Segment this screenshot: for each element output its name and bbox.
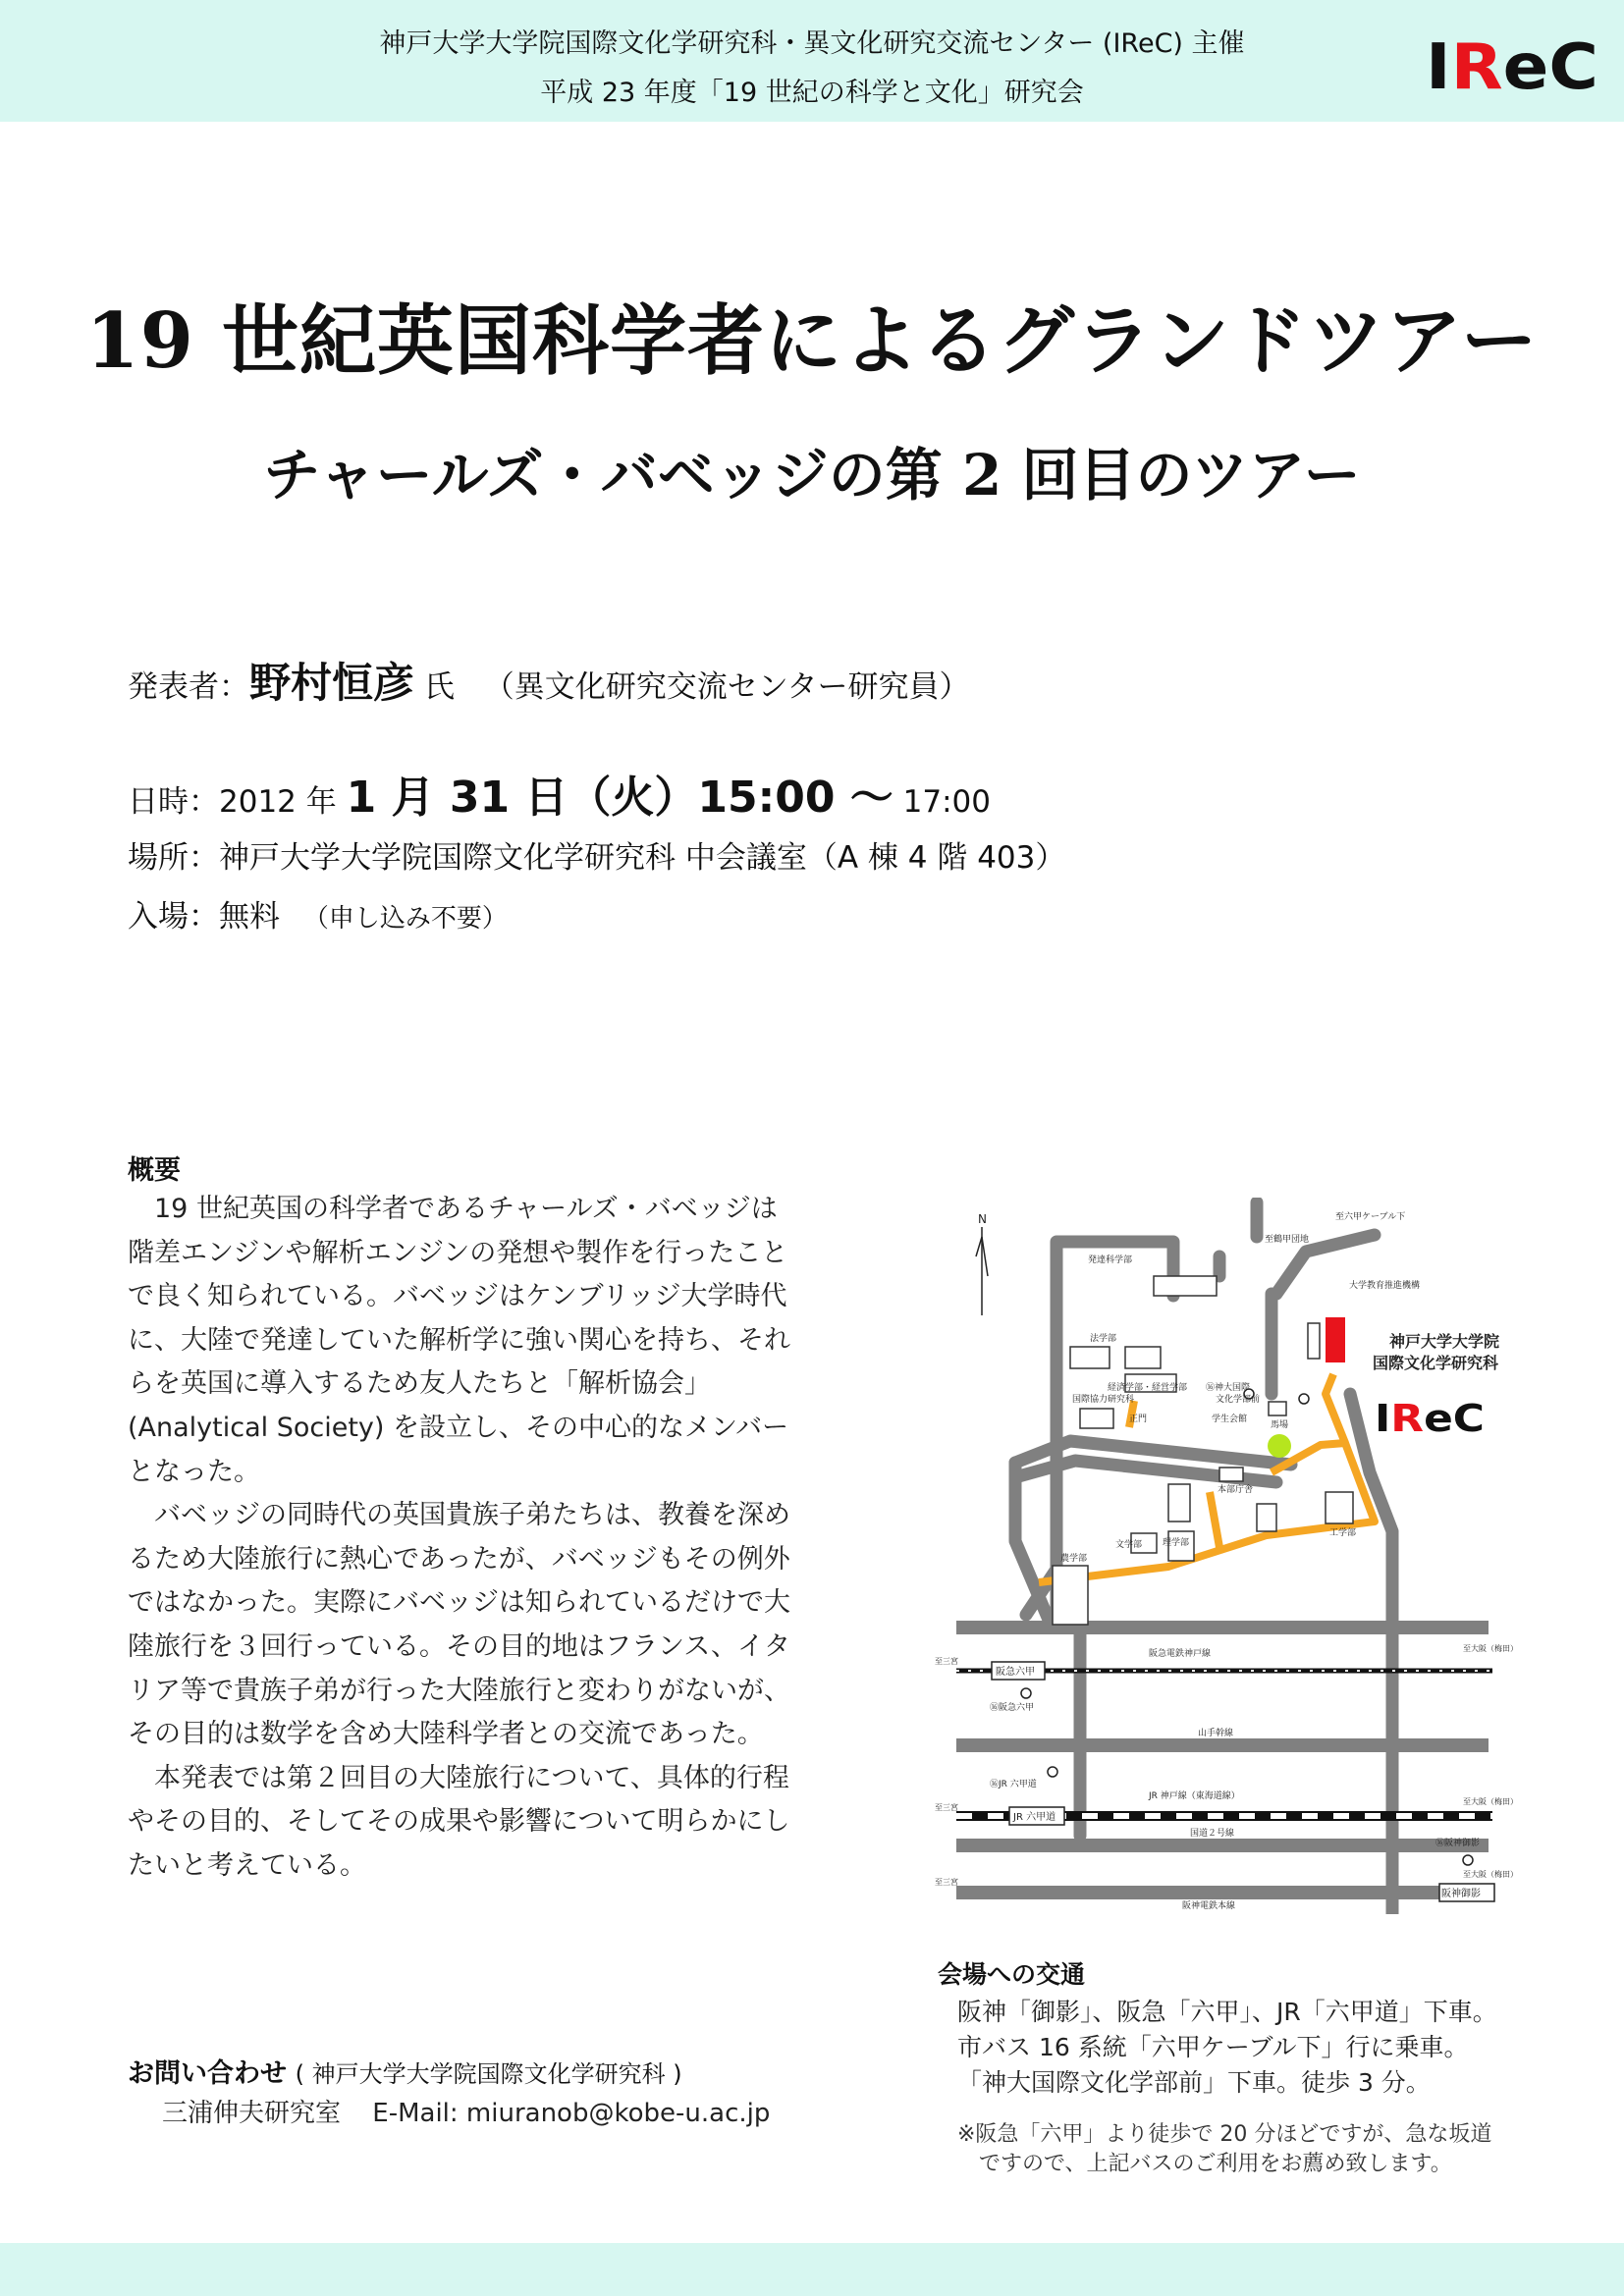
label-hanshin-mikage: 阪神御影 bbox=[1441, 1889, 1481, 1899]
label-bungaku: 文学部 bbox=[1115, 1540, 1143, 1550]
datetime-year: 2012 年 bbox=[219, 784, 337, 820]
map-building-label-2: 国際文化学研究科 bbox=[1373, 1354, 1499, 1372]
venue-line bbox=[128, 832, 1065, 877]
admission-line bbox=[128, 891, 508, 935]
admission-value: 無料 bbox=[219, 899, 280, 934]
presenter-label: 発表者： bbox=[128, 669, 249, 705]
building-hattatsu bbox=[1154, 1276, 1217, 1296]
presenter-name: 野村恒彦 bbox=[249, 659, 415, 707]
label-bus-kokusai-2: 文化学部前 bbox=[1216, 1395, 1261, 1405]
summary-paragraph: 19 世紀英国の科学者であるチャールズ・バベッジは階差エンジンや解析エンジンの発想や製作を行ったことで良く知られている。バベッジはケンブリッジ大学時代に、大陸で発達していた解析学に強い関心を持ち、それらを英国に導入するため友人たちと「解析協会」(Analytical Society) を設立し、その中心的なメンバーとなった。 bbox=[128, 1194, 790, 1487]
label-bus-hankyu: ⑯阪急六甲 bbox=[990, 1703, 1035, 1713]
bus-stop-hankyu bbox=[1021, 1688, 1031, 1698]
label-tsurukabuto: 至鶴甲団地 bbox=[1265, 1235, 1310, 1245]
label-hattatsu: 発達科学部 bbox=[1088, 1255, 1133, 1265]
label-seimon: 正門 bbox=[1129, 1415, 1148, 1424]
label-kyoyo: 大学教育推進機構 bbox=[1349, 1281, 1421, 1291]
label-jr-line: JR 神戸線（東海道線） bbox=[1149, 1791, 1240, 1801]
label-honbu: 本部庁舎 bbox=[1218, 1485, 1254, 1495]
footer-band bbox=[0, 2243, 1624, 2296]
label-bus-jr: ⑯JR 六甲道 bbox=[990, 1780, 1037, 1789]
venue-label: 場所： bbox=[128, 840, 219, 876]
main-title: 19 世紀英国科学者によるグランドツアー bbox=[85, 296, 1539, 386]
access-line: 阪神「御影」、阪急「六甲」、JR「六甲道」下車。 bbox=[957, 1998, 1497, 2026]
datetime-line bbox=[128, 762, 991, 825]
summary-paragraph: バベッジの同時代の英国貴族子弟たちは、教養を深めるため大陸旅行に熱心であったが、バベッジもその例外ではなかった。実際にバベッジは知られているだけで大陸旅行を３回行っている。その目的地はフランス、イタリア等で貴族子弟が行った大陸旅行と変わりがないが、その目的は数学を含め大陸科学者との交流であった。 bbox=[128, 1500, 790, 1750]
building-nogaku bbox=[1053, 1566, 1088, 1625]
building-hougaku-2 bbox=[1125, 1347, 1161, 1368]
series-text: 平成 23 年度「19 世紀の科学と文化」研究会 bbox=[540, 78, 1084, 108]
label-to-sannomiya-3: 至三宮 bbox=[935, 1878, 958, 1887]
label-hankyu-rokko: 阪急六甲 bbox=[996, 1667, 1035, 1678]
label-nogaku: 農学部 bbox=[1060, 1554, 1088, 1564]
building-kyoyo bbox=[1308, 1323, 1320, 1359]
label-baba: 馬場 bbox=[1271, 1420, 1289, 1430]
summary-paragraph: 本発表では第２回目の大陸旅行について、具体的行程やその目的、そしてその成果や影響について明らかにしたいと考えている。 bbox=[128, 1762, 790, 1881]
label-cable: 至六甲ケーブル下 bbox=[1335, 1212, 1406, 1222]
stations bbox=[992, 1662, 1494, 1901]
label-hankyu-line: 阪急電鉄神戸線 bbox=[1149, 1649, 1212, 1659]
label-to-sannomiya-1: 至三宮 bbox=[935, 1657, 958, 1666]
venue-value: 神戸大学大学院国際文化学研究科 中会議室（A 棟 4 階 403） bbox=[219, 840, 1066, 876]
bus-stop-mikage bbox=[1463, 1855, 1473, 1865]
building-kogaku-2 bbox=[1257, 1504, 1276, 1531]
admission-label: 入場： bbox=[128, 899, 219, 934]
label-to-osaka-1: 至大阪（梅田） bbox=[1463, 1644, 1518, 1653]
access-line: 「神大国際文化学部前」下車。徒歩 3 分。 bbox=[957, 2068, 1431, 2097]
organizer-text: 神戸大学大学院国際文化学研究科・異文化研究交流センター (IReC) 主催 bbox=[379, 28, 1245, 59]
building-hougaku bbox=[1070, 1347, 1110, 1368]
bus-stop-kokusai-2 bbox=[1299, 1394, 1309, 1404]
map-building-label-1: 神戸大学大学院 bbox=[1389, 1332, 1500, 1351]
contact-heading bbox=[128, 2052, 682, 2090]
label-to-osaka-3: 至大阪（梅田） bbox=[1463, 1870, 1518, 1879]
access-line: 市バス 16 系統「六甲ケーブル下」行に乗車。 bbox=[957, 2033, 1469, 2061]
bus-stop-jr bbox=[1048, 1767, 1057, 1777]
label-to-osaka-2: 至大阪（梅田） bbox=[1463, 1797, 1518, 1806]
access-note-line: ですので、上記バスのご利用をお薦め致します。 bbox=[979, 2152, 1452, 2176]
building-honbu bbox=[1219, 1468, 1243, 1481]
datetime-label: 日時： bbox=[128, 784, 219, 820]
label-to-sannomiya-2: 至三宮 bbox=[935, 1803, 958, 1812]
irec-logo bbox=[1424, 29, 1600, 100]
label-hanshin-line: 阪神電鉄本線 bbox=[1182, 1901, 1236, 1911]
building-gakusei bbox=[1269, 1402, 1286, 1415]
label-gakusei: 学生会館 bbox=[1212, 1415, 1248, 1424]
label-route2: 国道２号線 bbox=[1190, 1829, 1235, 1839]
label-jr-rokkomichi: JR 六甲道 bbox=[1013, 1812, 1056, 1823]
map-irec-logo: IR eC bbox=[1375, 1397, 1477, 1440]
label-rigaku: 理学部 bbox=[1163, 1538, 1190, 1548]
access-lines bbox=[957, 1995, 1497, 2101]
building-rigaku-2 bbox=[1168, 1484, 1190, 1522]
path-branch bbox=[1210, 1492, 1220, 1553]
presenter-line bbox=[128, 651, 970, 710]
contact-org: ( 神戸大学大学院国際文化学研究科 ) bbox=[295, 2060, 682, 2088]
access-heading: 会場への交通 bbox=[938, 1960, 1086, 1989]
presenter-suffix: 氏 bbox=[423, 669, 455, 705]
north-label: N bbox=[978, 1212, 987, 1226]
sub-title: チャールズ・バベッジの第 2 回目のツアー bbox=[263, 442, 1361, 508]
campus-map bbox=[933, 1198, 1542, 1914]
building-kogaku bbox=[1326, 1492, 1353, 1523]
building-kokusai-kyoryoku bbox=[1080, 1409, 1113, 1428]
label-bus-mikage: ⑯阪神御影 bbox=[1435, 1839, 1481, 1848]
contact-title: お問い合わせ bbox=[128, 2058, 287, 2089]
target-building bbox=[1326, 1317, 1345, 1362]
contact-office: 三浦伸夫研究室 bbox=[162, 2099, 342, 2128]
summary-text bbox=[128, 1188, 795, 1889]
datetime-date: 1 月 31 日（火）15:00 〜 bbox=[346, 773, 893, 823]
access-note bbox=[957, 2120, 1491, 2179]
contact-email[interactable]: E-Mail: miuranob@kobe-u.ac.jp bbox=[372, 2099, 771, 2128]
label-hougaku: 法学部 bbox=[1090, 1334, 1117, 1344]
baba-field bbox=[1268, 1434, 1291, 1458]
label-yamate: 山手幹線 bbox=[1198, 1729, 1234, 1738]
admission-note: （申し込み不要） bbox=[302, 904, 508, 934]
label-kogaku: 工学部 bbox=[1329, 1528, 1357, 1538]
svg-text:IReC: IReC bbox=[1426, 31, 1593, 100]
presenter-affiliation: （異文化研究交流センター研究員） bbox=[483, 669, 970, 705]
label-kokusai-kyoryoku: 国際協力研究科 bbox=[1072, 1395, 1135, 1405]
label-bus-kokusai-1: ⑯神大国際 bbox=[1206, 1383, 1251, 1393]
summary-heading: 概要 bbox=[128, 1155, 181, 1186]
north-arrow bbox=[976, 1212, 988, 1315]
map-labels bbox=[990, 1211, 1481, 1911]
contact-line bbox=[162, 2093, 770, 2129]
datetime-end: 17:00 bbox=[902, 784, 991, 820]
path-to-building bbox=[1326, 1374, 1345, 1443]
label-keizai: 経済学部・経営学部 bbox=[1108, 1383, 1188, 1393]
access-note-line: ※阪急「六甲」より徒歩で 20 分ほどですが、急な坂道 bbox=[957, 2122, 1492, 2147]
